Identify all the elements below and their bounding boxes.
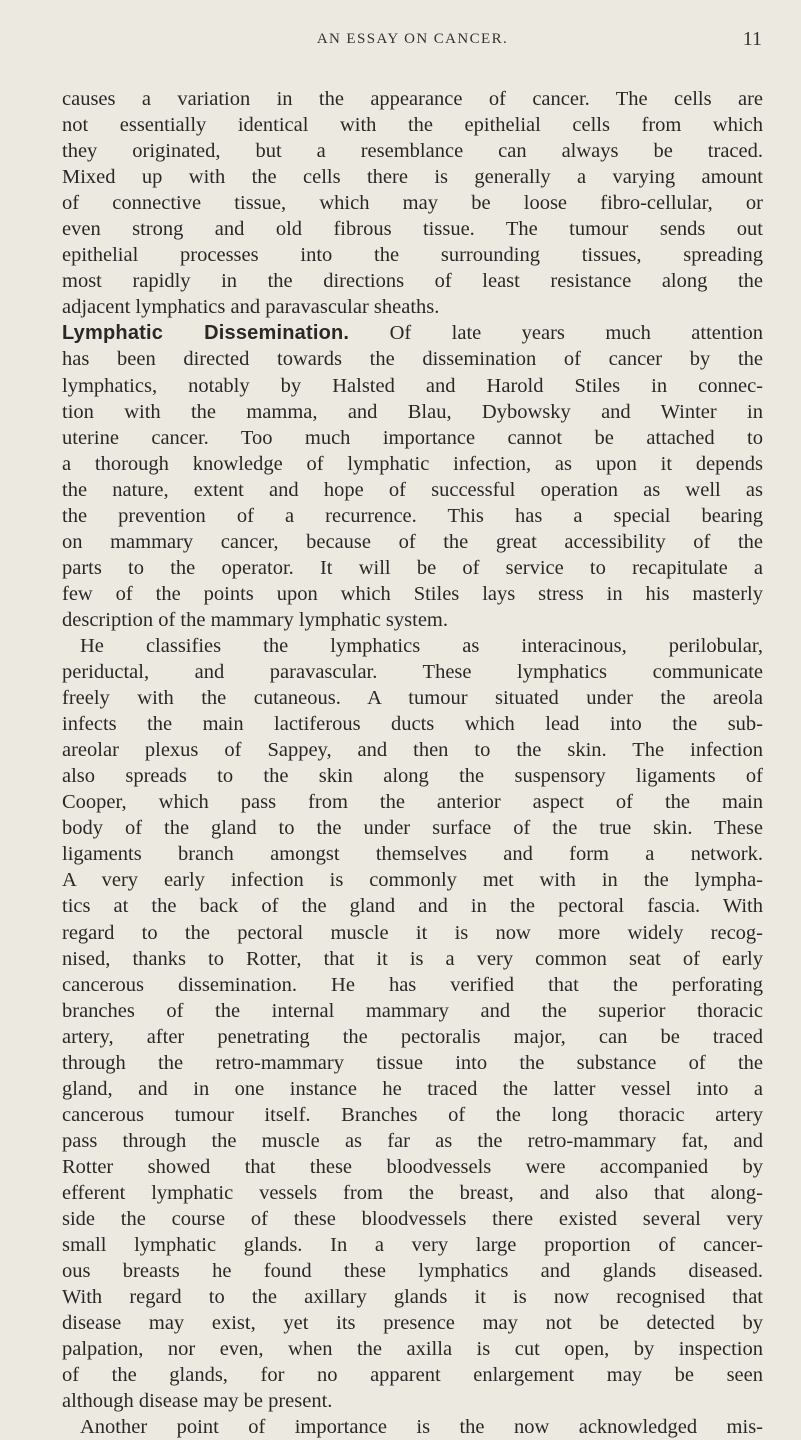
text-line: epithelial processes into the surrounding tissues, spreading (62, 244, 763, 267)
text-line: efferent lymphatic vessels from the breast, and also that along- (62, 1181, 763, 1204)
text-line: few of the points upon which Stiles lays stress in his masterly (62, 582, 763, 605)
text-line: also spreads to the skin along the suspensory ligaments of (62, 765, 763, 788)
text-line: With regard to the axillary glands it is now recognised that (62, 1286, 763, 1309)
text-line: pass through the muscle as far as the retro-mammary fat, and (62, 1129, 763, 1152)
text-line: areolar plexus of Sappey, and then to the skin. The infection (62, 739, 763, 762)
text-line: a thorough knowledge of lymphatic infection, as upon it depends (62, 452, 763, 475)
text-line: parts to the operator. It will be of service to recapitulate a (62, 556, 763, 579)
running-head (62, 0, 763, 58)
section-heading: Lymphatic Dissemination. (62, 322, 350, 345)
text-line: disease may exist, yet its presence may not be detected by (62, 1312, 763, 1335)
text-line: freely with the cutaneous. A tumour situated under the areola (62, 687, 763, 710)
text-line: lymphatics, notably by Halsted and Harold Stiles in connec- (62, 374, 763, 397)
section-heading-line (62, 320, 763, 346)
text-line: ligaments branch amongst themselves and form a network. (62, 843, 763, 866)
text-line: regard to the pectoral muscle it is now more widely recog- (62, 921, 763, 944)
text-line: tion with the mamma, and Blau, Dybowsky and Winter in (62, 400, 763, 423)
text-line: A very early infection is commonly met with in the lympha- (62, 869, 763, 892)
text-line: tics at the back of the gland and in the pectoral fascia. With (62, 895, 763, 918)
text-line: side the course of these bloodvessels there existed several very (62, 1208, 763, 1231)
heading-lead-text: Of late years much attention (349, 322, 763, 345)
text-line: small lymphatic glands. In a very large proportion of cancer- (62, 1234, 763, 1257)
text-line: uterine cancer. Too much importance cannot be attached to (62, 426, 763, 449)
text-line: Rotter showed that these bloodvessels were accompanied by (62, 1155, 763, 1178)
text-line: the prevention of a recurrence. This has a special bearing (62, 504, 763, 527)
text-line: description of the mammary lymphatic system. (62, 608, 448, 631)
text-line: although disease may be present. (62, 1390, 333, 1413)
text-line: He classifies the lymphatics as interacinous, perilobular, (80, 634, 763, 657)
text-line: through the retro-mammary tissue into the substance of the (62, 1051, 763, 1074)
body-text (62, 86, 763, 1440)
text-line: the nature, extent and hope of successful operation as well as (62, 478, 763, 501)
text-line: Another point of importance is the now acknowledged mis- (80, 1416, 763, 1439)
text-line: they originated, but a resemblance can always be traced. (62, 140, 763, 163)
text-line: periductal, and paravascular. These lymphatics communicate (62, 661, 763, 684)
text-line: ous breasts he found these lymphatics and glands diseased. (62, 1260, 763, 1283)
text-line: causes a variation in the appearance of cancer. The cells are (62, 88, 763, 110)
running-title: AN ESSAY ON CANCER. (316, 31, 509, 47)
text-line: adjacent lymphatics and paravascular sheaths. (62, 296, 440, 319)
text-line: cancerous tumour itself. Branches of the long thoracic artery (62, 1103, 763, 1126)
text-line: gland, and in one instance he traced the latter vessel into a (62, 1077, 763, 1100)
text-line: Cooper, which pass from the anterior aspect of the main (62, 791, 763, 814)
text-line: palpation, nor even, when the axilla is cut open, by inspection (62, 1338, 763, 1361)
page-number: 11 (742, 28, 762, 50)
text-line: has been directed towards the dissemination of cancer by the (62, 348, 763, 371)
text-line: of the glands, for no apparent enlargement may be seen (62, 1364, 763, 1387)
text-line: most rapidly in the directions of least resistance along the (62, 270, 763, 293)
text-line: branches of the internal mammary and the superior thoracic (62, 999, 763, 1022)
text-line: infects the main lactiferous ducts which lead into the sub- (62, 713, 763, 736)
text-line: artery, after penetrating the pectoralis major, can be traced (62, 1025, 763, 1048)
text-line: on mammary cancer, because of the great accessibility of the (62, 530, 763, 553)
text-line: nised, thanks to Rotter, that it is a very common seat of early (62, 947, 763, 970)
text-line: body of the gland to the under surface of the true skin. These (62, 817, 763, 840)
text-line: even strong and old fibrous tissue. The tumour sends out (62, 218, 763, 241)
text-line: not essentially identical with the epithelial cells from which (62, 114, 763, 137)
text-line: Mixed up with the cells there is generally a varying amount (62, 166, 763, 189)
text-line: cancerous dissemination. He has verified that the perforating (62, 973, 763, 996)
text-line: of connective tissue, which may be loose fibro-cellular, or (62, 192, 763, 215)
